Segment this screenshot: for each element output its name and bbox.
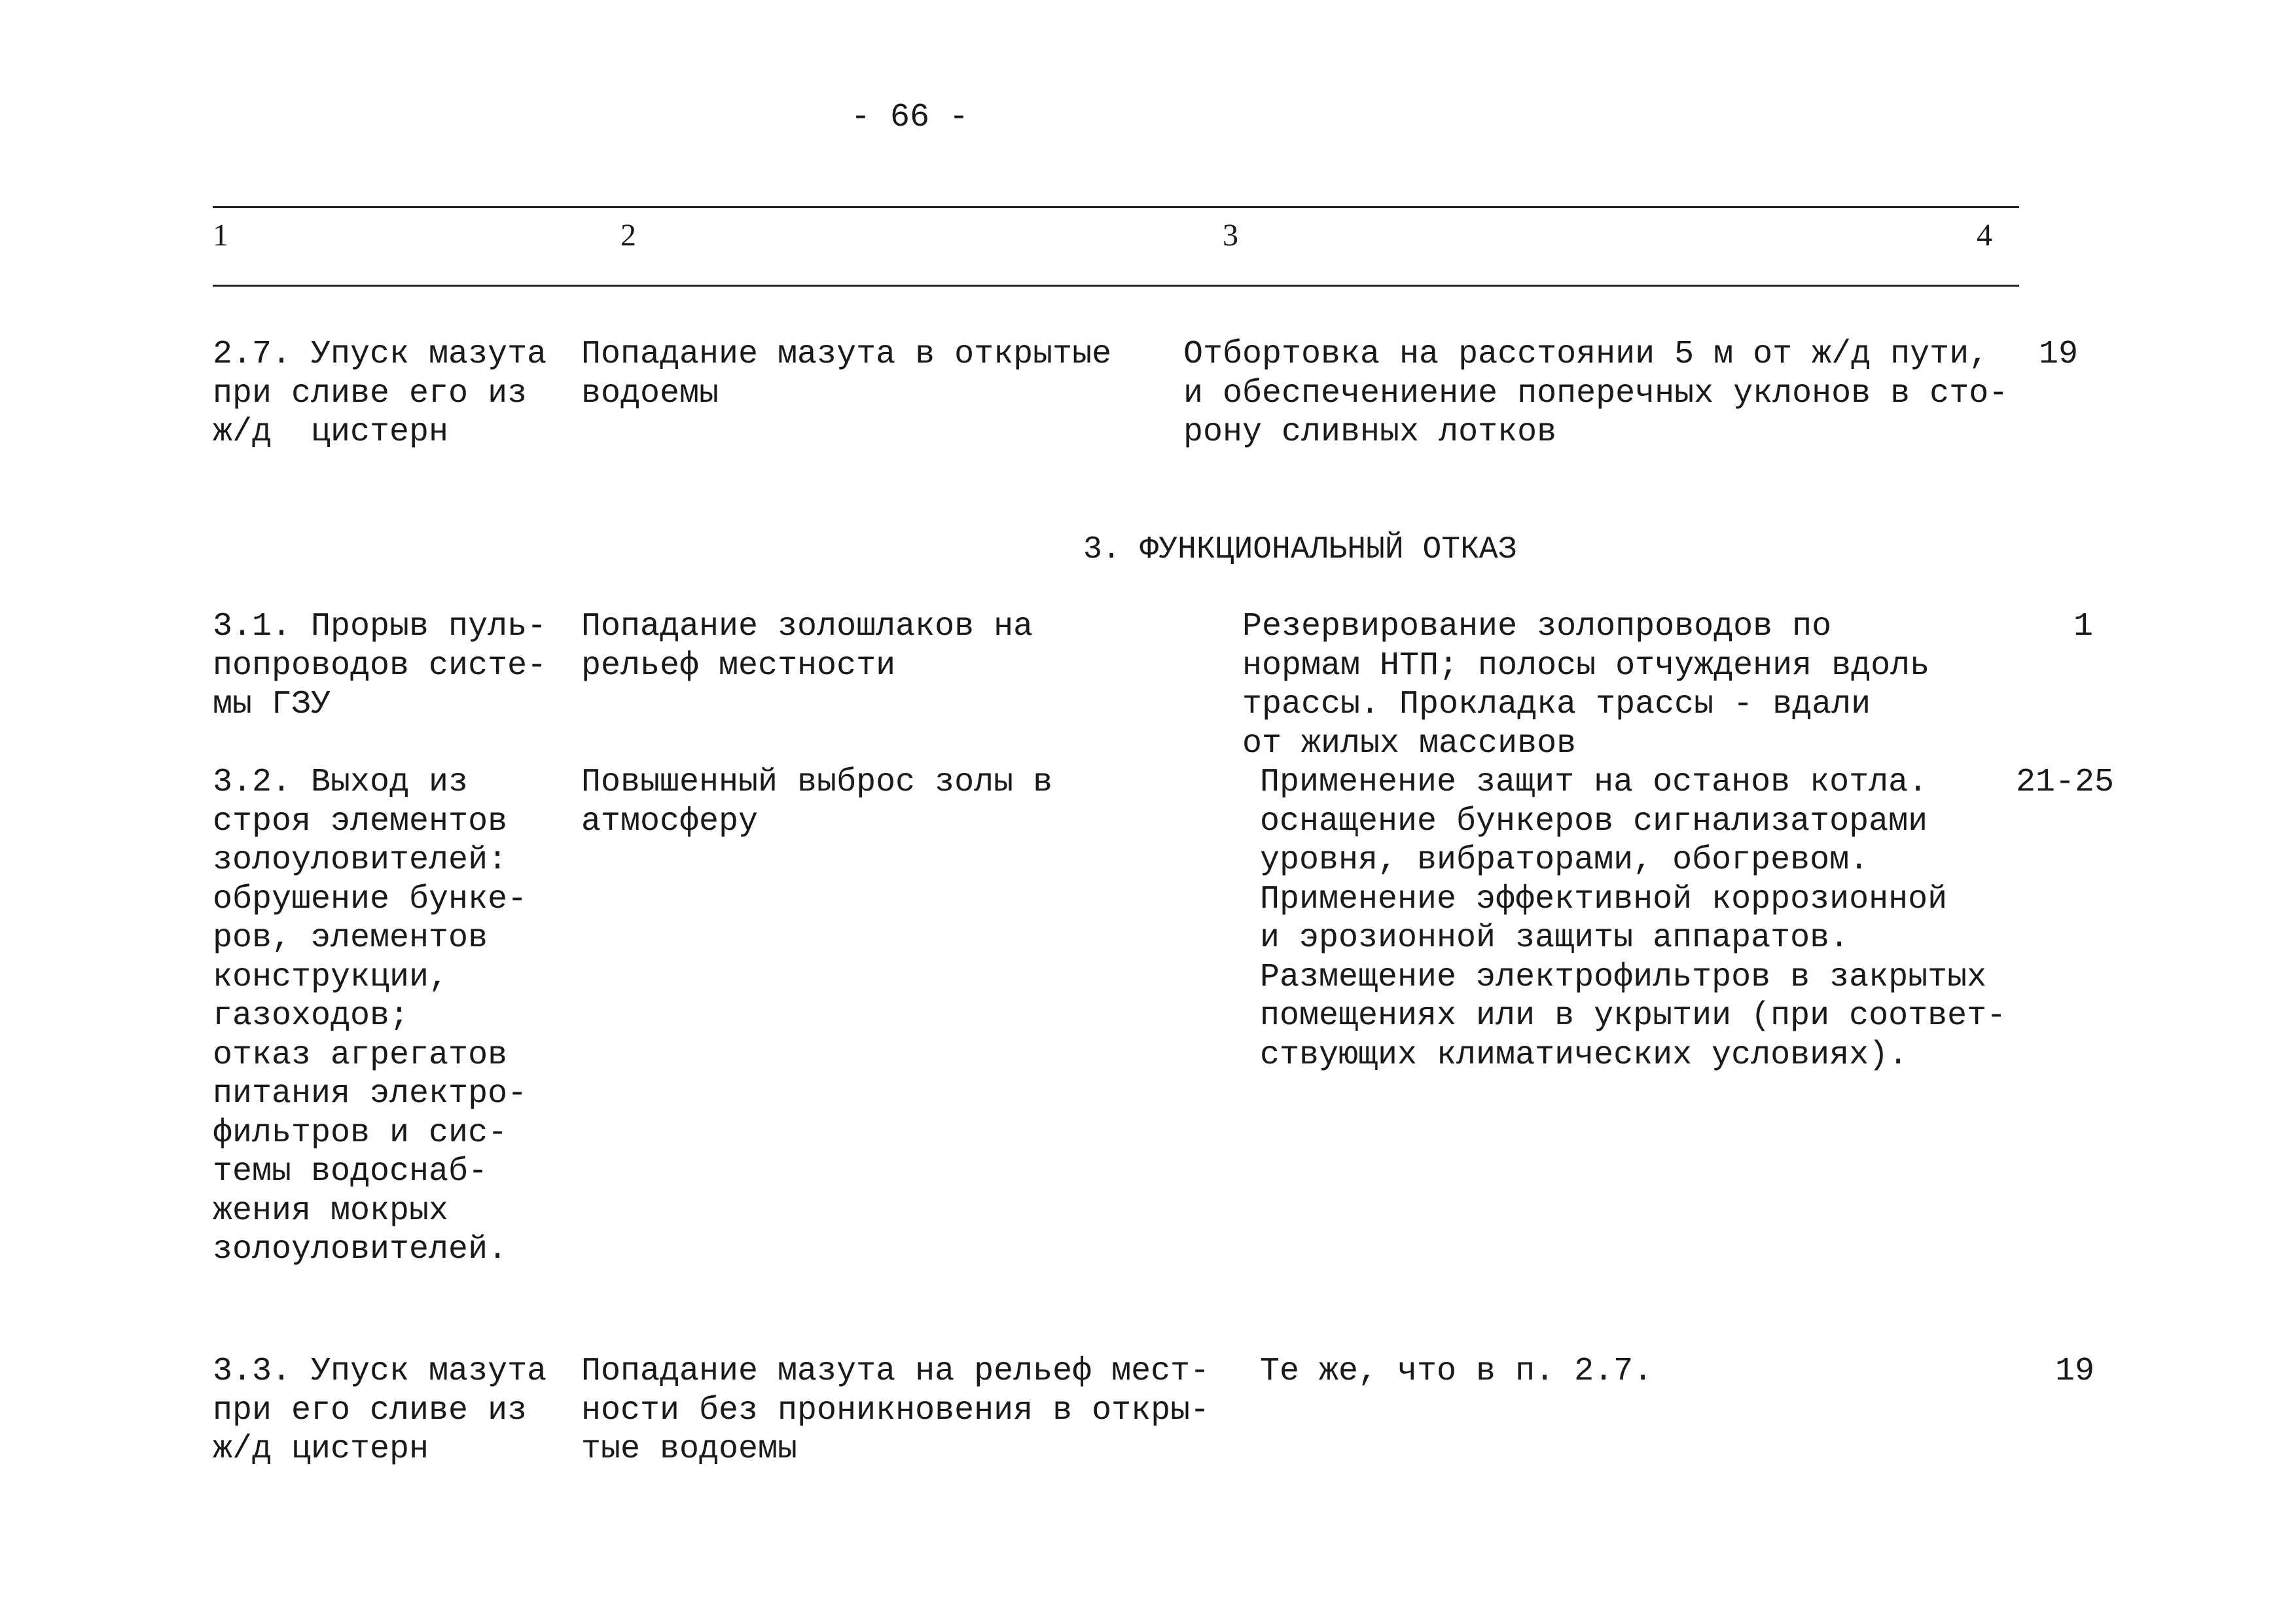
- row-3-3-consequence: Попадание мазута на рельеф мест- ности без проникновения в откры- тые водоемы: [581, 1353, 1210, 1468]
- row-2-7-consequence: Попадание мазута в открытые водоемы: [581, 336, 1112, 412]
- column-number-2: 2: [620, 218, 636, 253]
- row-3-1-item: 3.1. Прорыв пуль- попроводов систе- мы ГЗУ: [213, 608, 547, 723]
- row-3-3-measures: Те же, что в п. 2.7.: [1260, 1353, 1653, 1390]
- column-number-3: 3: [1223, 218, 1238, 253]
- row-3-2-source: 21-25: [2016, 764, 2115, 801]
- section-title: 3. ФУНКЦИОНАЛЬНЫЙ ОТКАЗ: [1083, 532, 1517, 567]
- row-3-3-item: 3.3. Упуск мазута при его сливе из ж/д цистерн: [213, 1353, 547, 1468]
- table-top-rule: [213, 206, 2019, 208]
- row-3-2-measures: Применение защит на останов котла. оснащение бункеров сигнализаторами уровня, вибраторами, обогревом. Применение эффективной коррозионной и эрозионной защиты аппаратов. Размещение электрофильтров в закрытых помещениях или в укрытии (при соответ- ствующих климатических условиях).: [1260, 764, 2007, 1074]
- row-3-1-source: 1: [2073, 608, 2094, 645]
- row-3-1-consequence: Попадание золошлаков на рельеф местности: [581, 608, 1033, 685]
- row-2-7-item: 2.7. Упуск мазута при сливе его из ж/д цистерн: [213, 336, 547, 451]
- row-2-7-measures: Отбортовка на расстоянии 5 м от ж/д пути, и обеспечениение поперечных уклонов в сто- рону сливных лотков: [1183, 336, 2009, 451]
- row-3-1-measures: Резервирование золопроводов по нормам НТП; полосы отчуждения вдоль трассы. Прокладка трассы - вдали от жилых массивов: [1242, 608, 1930, 762]
- row-2-7-source: 19: [2039, 336, 2079, 373]
- row-3-2-consequence: Повышенный выброс золы в атмосферу: [581, 764, 1053, 840]
- row-3-2-item: 3.2. Выход из строя элементов золоуловителей: обрушение бунке- ров, элементов конструкции, газоходов; отказ агрегатов питания электро- фильтров и сис- темы водоснаб- жения мокрых золоуловителей.: [213, 764, 528, 1268]
- column-number-4: 4: [1977, 218, 1992, 253]
- row-3-3-source: 19: [2055, 1353, 2095, 1390]
- table-header-rule: [213, 285, 2019, 287]
- page-number: - 66 -: [851, 99, 969, 136]
- column-number-1: 1: [213, 218, 228, 253]
